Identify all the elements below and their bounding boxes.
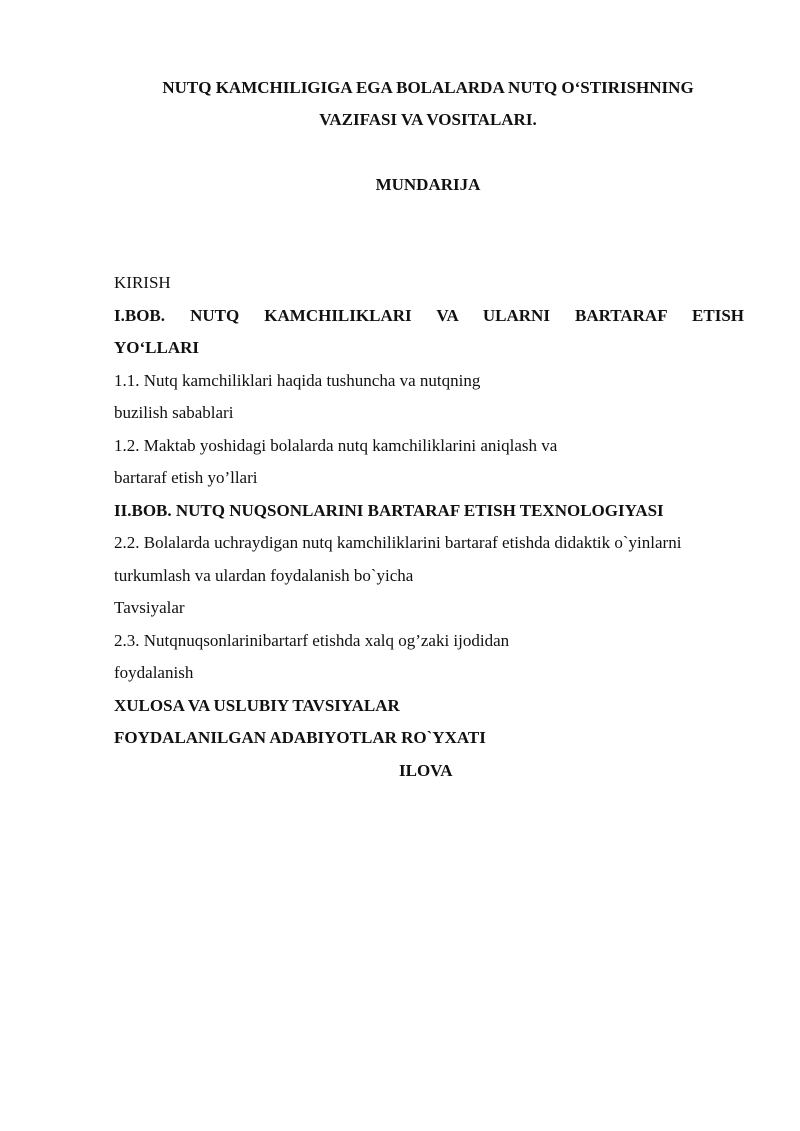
toc-item-label-continued: bartaraf etish yo’llari <box>114 468 258 487</box>
toc-item-label: 2.3. Nutqnuqsonlarinibartarf etishda xalq og’zaki ijodidan <box>114 630 510 650</box>
toc-item-kirish <box>114 267 744 300</box>
title-line-1: NUTQ KAMCHILIGIGA EGA BOLALARDA NUTQ O‘STIRISHNING <box>162 78 694 97</box>
toc-item-label: KIRISH <box>114 273 171 292</box>
toc-item-label-continued: Tavsiyalar <box>114 598 185 617</box>
toc-item-label: 1.1. Nutq kamchiliklari haqida tushuncha va nutqning <box>114 370 481 390</box>
toc-item-conclusion <box>114 690 744 723</box>
toc-item-label: FOYDALANILGAN ADABIYOTLAR RO`YXATI <box>114 728 486 747</box>
toc-item-label-continued: YO‘LLARI <box>114 338 200 357</box>
toc-item-label-continued: turkumlash va ulardan foydalanish bo`yicha <box>114 565 414 585</box>
toc-item-label: 2.2. Bolalarda uchraydigan nutq kamchiliklarini bartaraf etishda didaktik o`yinlarni <box>114 533 682 552</box>
toc-item-label: XULOSA VA USLUBIY TAVSIYALAR <box>114 695 400 715</box>
toc-item-label: II.BOB. NUTQ NUQSONLARINI BARTARAF ETISH TEXNOLOGIYASI <box>114 500 664 520</box>
toc-item-label: ILOVA <box>399 760 453 780</box>
toc-item-section-1-2 <box>114 430 744 495</box>
toc-item-section-2-2 <box>114 527 744 625</box>
toc-item-label-continued: foydalanish <box>114 663 194 682</box>
toc-item-section-1-1 <box>114 365 744 430</box>
contents-heading: MUNDARIJA <box>375 175 481 194</box>
title-line-2: VAZIFASI VA VOSITALARI. <box>319 110 537 129</box>
toc-item-chapter-1 <box>114 300 744 365</box>
toc-item-references <box>114 722 744 755</box>
toc-item-label-continued: buzilish sabablari <box>114 403 234 422</box>
toc-item-label: 1.2. Maktab yoshidagi bolalarda nutq kamchiliklarini aniqlash va <box>114 435 558 455</box>
toc-item-appendix <box>114 755 744 788</box>
toc-item-section-2-3 <box>114 625 744 690</box>
table-of-contents <box>114 267 744 787</box>
toc-item-label: I.BOB. NUTQ KAMCHILIKLARI VA ULARNI BARTARAF ETISH <box>114 305 744 325</box>
toc-item-chapter-2 <box>114 495 744 528</box>
document-title <box>100 72 756 136</box>
